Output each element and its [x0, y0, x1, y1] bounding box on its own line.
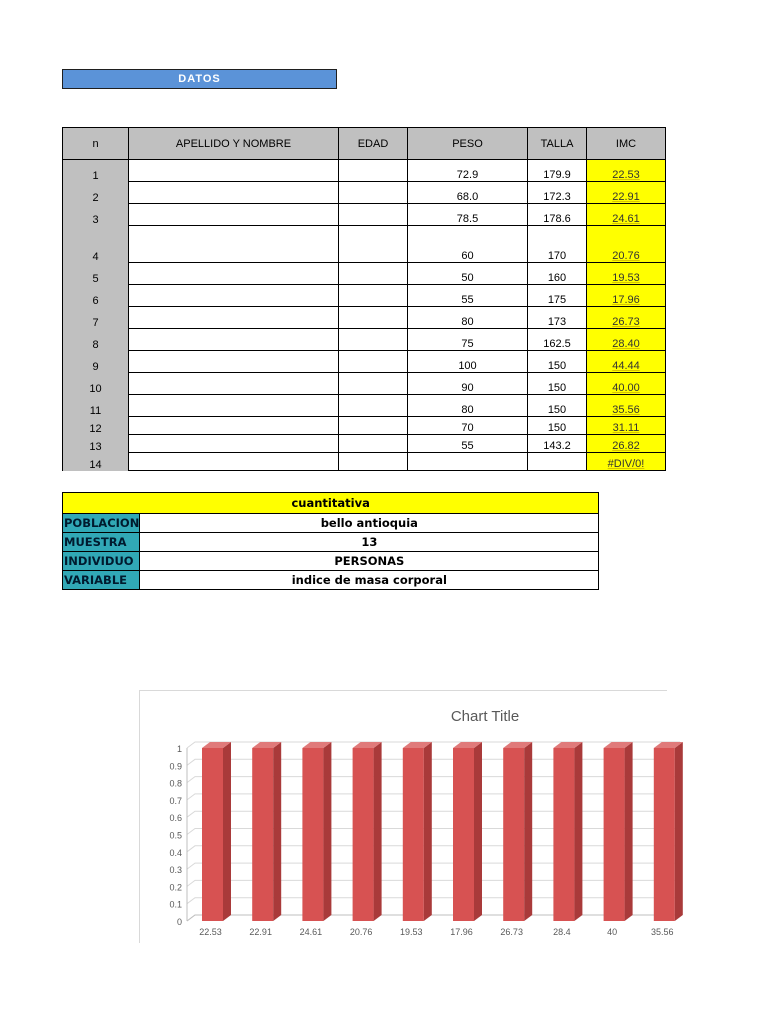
cell-edad[interactable]	[339, 417, 408, 435]
cell-imc[interactable]: 24.61	[587, 204, 666, 226]
cell-n[interactable]: 14	[63, 453, 129, 471]
cell-n[interactable]: 7	[63, 307, 129, 329]
cell-n[interactable]: 13	[63, 435, 129, 453]
cell-n[interactable]: 12	[63, 417, 129, 435]
cell-imc[interactable]: 22.91	[587, 182, 666, 204]
bar[interactable]	[403, 742, 432, 921]
x-tick-label: 19.53	[400, 927, 423, 937]
bar[interactable]	[302, 742, 331, 921]
cell-imc[interactable]: 35.56	[587, 395, 666, 417]
cell-apellido-nombre[interactable]	[129, 453, 339, 471]
cell-edad[interactable]	[339, 263, 408, 285]
data-table	[62, 127, 666, 471]
cell-edad[interactable]	[339, 395, 408, 417]
cell-n[interactable]: 2	[63, 182, 129, 204]
table-row	[63, 226, 666, 263]
table-row	[63, 395, 666, 417]
cell-apellido-nombre[interactable]	[129, 307, 339, 329]
bar[interactable]	[453, 742, 482, 921]
cell-peso[interactable]: 55	[408, 285, 528, 307]
cell-talla[interactable]: 150	[528, 351, 587, 373]
column-header-apellido-nombre[interactable]: APELLIDO Y NOMBRE	[129, 128, 339, 160]
y-tick-label: 0.5	[169, 830, 182, 841]
bar[interactable]	[353, 742, 382, 921]
table-row	[63, 307, 666, 329]
x-tick-label: 22.91	[249, 927, 272, 937]
x-tick-label: 17.96	[450, 927, 473, 937]
cell-n[interactable]: 9	[63, 351, 129, 373]
cell-peso[interactable]: 78.5	[408, 204, 528, 226]
imc-chart[interactable]	[139, 690, 674, 943]
cell-imc[interactable]: 26.82	[587, 435, 666, 453]
cell-talla[interactable]: 179.9	[528, 160, 587, 182]
cell-imc[interactable]: 40.00	[587, 373, 666, 395]
cell-talla[interactable]: 173	[528, 307, 587, 329]
table-body	[63, 160, 666, 471]
y-tick-label: 0.7	[169, 795, 182, 806]
cell-imc[interactable]: 44.44	[587, 351, 666, 373]
cell-edad[interactable]	[339, 160, 408, 182]
cell-peso[interactable]: 80	[408, 307, 528, 329]
cell-peso[interactable]: 50	[408, 263, 528, 285]
cell-n[interactable]: 1	[63, 160, 129, 182]
cell-edad[interactable]	[339, 226, 408, 263]
cell-n[interactable]: 8	[63, 329, 129, 351]
cell-peso[interactable]: 68.0	[408, 182, 528, 204]
cell-apellido-nombre[interactable]	[129, 160, 339, 182]
cell-edad[interactable]	[339, 204, 408, 226]
muestra-label[interactable]: MUESTRA	[63, 533, 140, 552]
cell-peso[interactable]: 70	[408, 417, 528, 435]
table-row	[63, 182, 666, 204]
y-tick-label: 0.3	[169, 865, 182, 876]
cell-apellido-nombre[interactable]	[129, 226, 339, 263]
cell-talla[interactable]: 175	[528, 285, 587, 307]
poblacion-label[interactable]: POBLACION	[63, 514, 140, 533]
x-tick-label: 24.61	[299, 927, 323, 937]
cell-peso[interactable]: 100	[408, 351, 528, 373]
table-row	[63, 435, 666, 453]
x-tick-label: 20.76	[349, 927, 373, 937]
y-tick-label: 0	[176, 917, 182, 927]
table-row	[63, 204, 666, 226]
cell-imc[interactable]: 22.53	[587, 160, 666, 182]
individuo-label[interactable]: INDIVIDUO	[63, 552, 140, 571]
cell-talla[interactable]: 170	[528, 226, 587, 263]
cell-n[interactable]: 10	[63, 373, 129, 395]
x-tick-label: 40	[607, 927, 618, 937]
cell-peso[interactable]: 60	[408, 226, 528, 263]
bar[interactable]	[553, 742, 582, 921]
cell-imc[interactable]: 20.76	[587, 226, 666, 263]
cell-n[interactable]: 5	[63, 263, 129, 285]
datos-header: DATOS	[62, 69, 337, 89]
column-header-peso[interactable]: PESO	[408, 128, 528, 160]
cell-apellido-nombre[interactable]	[129, 417, 339, 435]
bar[interactable]	[252, 742, 281, 921]
cell-apellido-nombre[interactable]	[129, 285, 339, 307]
table-row	[63, 417, 666, 435]
cell-apellido-nombre[interactable]	[129, 204, 339, 226]
cell-peso[interactable]: 90	[408, 373, 528, 395]
x-tick-label: 26.73	[500, 927, 523, 937]
cell-edad[interactable]	[339, 453, 408, 471]
cell-imc[interactable]: 19.53	[587, 263, 666, 285]
y-tick-label: 0.1	[169, 899, 182, 910]
cell-edad[interactable]	[339, 329, 408, 351]
cell-n[interactable]: 11	[63, 395, 129, 417]
cell-apellido-nombre[interactable]	[129, 435, 339, 453]
cell-edad[interactable]	[339, 307, 408, 329]
cell-edad[interactable]	[339, 373, 408, 395]
x-tick-label: 22.53	[199, 927, 222, 937]
y-tick-label: 0.4	[169, 847, 182, 858]
cell-talla[interactable]: 172.3	[528, 182, 587, 204]
cell-apellido-nombre[interactable]	[129, 351, 339, 373]
cell-peso[interactable]: 75	[408, 329, 528, 351]
cell-imc[interactable]: 28.40	[587, 329, 666, 351]
cell-imc[interactable]: 31.11	[587, 417, 666, 435]
bar[interactable]	[604, 742, 633, 921]
column-header-n[interactable]: n	[63, 128, 129, 160]
cell-apellido-nombre[interactable]	[129, 395, 339, 417]
cell-edad[interactable]	[339, 351, 408, 373]
cell-apellido-nombre[interactable]	[129, 182, 339, 204]
table-row	[63, 351, 666, 373]
table-row	[63, 285, 666, 307]
y-tick-label: 0.9	[169, 761, 182, 772]
y-tick-label: 0.6	[169, 813, 182, 824]
table-row	[63, 329, 666, 351]
individuo-value[interactable]: PERSONAS	[140, 552, 599, 571]
cell-talla[interactable]: 150	[528, 395, 587, 417]
cell-n[interactable]: 6	[63, 285, 129, 307]
cell-edad[interactable]	[339, 285, 408, 307]
poblacion-value[interactable]: bello antioquia	[140, 514, 599, 533]
cell-imc[interactable]: 17.96	[587, 285, 666, 307]
type-title[interactable]: cuantitativa	[63, 493, 599, 514]
column-header-talla[interactable]: TALLA	[528, 128, 587, 160]
table-header-row	[63, 128, 666, 160]
column-header-imc[interactable]: IMC	[587, 128, 666, 160]
cell-peso[interactable]	[408, 453, 528, 471]
muestra-value[interactable]: 13	[140, 533, 599, 552]
cell-talla[interactable]: 150	[528, 373, 587, 395]
cell-apellido-nombre[interactable]	[129, 329, 339, 351]
cell-talla[interactable]: 160	[528, 263, 587, 285]
x-tick-label: 35.56	[651, 927, 674, 937]
variable-value[interactable]: indice de masa corporal	[140, 571, 599, 590]
bar[interactable]	[503, 742, 532, 921]
cell-talla[interactable]: 162.5	[528, 329, 587, 351]
cell-n[interactable]: 4	[63, 226, 129, 263]
info-table	[62, 492, 599, 590]
cell-n[interactable]: 3	[63, 204, 129, 226]
y-tick-label: 0.2	[169, 882, 182, 893]
cell-talla[interactable]: 143.2	[528, 435, 587, 453]
table-row	[63, 160, 666, 182]
bar[interactable]	[202, 742, 231, 921]
cell-apellido-nombre[interactable]	[129, 263, 339, 285]
cell-edad[interactable]	[339, 435, 408, 453]
cell-edad[interactable]	[339, 182, 408, 204]
cell-talla[interactable]: 178.6	[528, 204, 587, 226]
table-row	[63, 453, 666, 471]
table-row	[63, 373, 666, 395]
cell-apellido-nombre[interactable]	[129, 373, 339, 395]
column-header-edad[interactable]: EDAD	[339, 128, 408, 160]
y-tick-label: 0.8	[169, 778, 182, 789]
table-row	[63, 263, 666, 285]
cell-imc[interactable]: #DIV/0!	[587, 453, 666, 471]
chart-title: Chart Title	[450, 708, 520, 725]
cell-imc[interactable]: 26.73	[587, 307, 666, 329]
cell-peso[interactable]: 80	[408, 395, 528, 417]
cell-peso[interactable]: 72.9	[408, 160, 528, 182]
chart-svg	[140, 691, 674, 943]
cell-talla[interactable]	[528, 453, 587, 471]
cell-peso[interactable]: 55	[408, 435, 528, 453]
bar[interactable]	[654, 742, 683, 921]
y-tick-label: 1	[176, 744, 182, 754]
x-tick-label: 28.4	[553, 927, 571, 937]
cell-talla[interactable]: 150	[528, 417, 587, 435]
variable-label[interactable]: VARIABLE	[63, 571, 140, 590]
